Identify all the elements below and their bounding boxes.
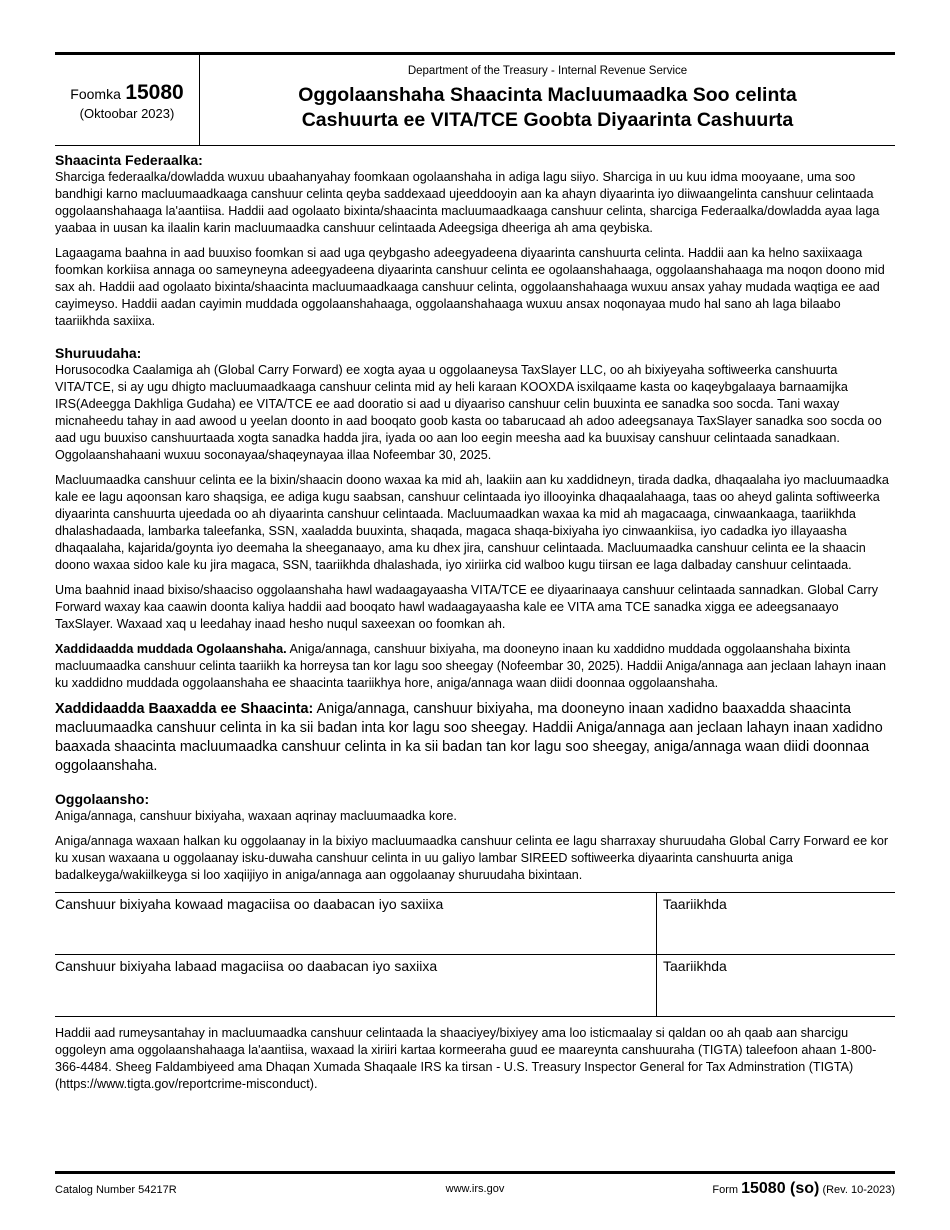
- federal-paragraph-1: Sharciga federaalka/dowladda wuxuu ubaahanyahay foomkaan ogolaanshaha in adiga lagu siiyo. Sharciga in uu kuu idma mooyaane, uma soo bandhigi karno macluumaadkaaga canshuur celinta qeyba saddexaad ujeeddooyin aan ka ahayn diyaarinta iyo diiwaangelinta canshuur celintaada oggolaanshahaaga la'aantiisa. Haddii aad ogolaato bixinta/shaacinta macluumaadkaaga canshuur celinta, sharciga Federaalka/dowladda ayaa laga yaabaa in uusan ka ilaalin karin macluumaadka canshuur celintaada Adeegsiga dheeriga ah ama qeybiska.: [55, 170, 880, 235]
- form-header: [55, 52, 895, 146]
- terms-heading: Shuruudaha:: [55, 345, 142, 361]
- catalog-number: Catalog Number 54217R: [55, 1184, 177, 1196]
- irs-website: www.irs.gov: [445, 1183, 505, 1195]
- terms-paragraph-3: Uma baahnid inaad bixiso/shaaciso oggolaanshaha hawl wadaagayaasha VITA/TCE ee diyaarinaaya canshuur celintaada sannadkan. Global Carry Forward waxay kaa caawin doonta kaliya haddii aad booqato hawl wadaagayaasha kale ee VITA ama TCE sanadka xigga ee adeegsanaayo TaxSlayer. Waxaad xaq u leedahay inaad hesho nuqul saxeexan oo foomkan ah.: [55, 583, 879, 631]
- form-label: Foomka: [70, 86, 121, 102]
- terms-paragraph-2: Macluumaadka canshuur celinta ee la bixin/shaacin doono waxaa ka mid ah, laakiin aan ku xaddidneyn, tirada dadka, dhaqaalaha iyo macluumaadka kale ee lagu aqoonsan karo shaqsiga, ee adiga kugu saabsan, canshuur celintaada iyo illooyinka dhaqaalahaaga, taas oo aheyd galinta softiweerka diyaarinta canshuurta ujeedada oo ah diyaarinta canshuur celintaada. Macluumaadkan waxaa ka mid ah magacaaga, cinwaankaaga, taariikhda dhalashadaada, lambarka taleefanka, SSN, xaaladda buuxinta, shaqada, magaca shaqa-bixiyaha iyo cinwaankiisa, iyo cadadka iyo illayaasha dhaqaalaha, kajarida/goynta iyo deemaha la sheeganaayo, ama ku dhex jira, canshuur celintaada. Macluumaadka canshuur celinta ee la shaacin doono waxaa sidoo kale ku jira magaca, SSN, taariikhda dhalashada, iyo xiriirka cid walboo kugu tiirsan ee laga dalbaday canshuur celintaada.: [55, 473, 889, 572]
- secondary-date-field[interactable]: Taariikhda: [663, 958, 727, 974]
- form-page: [55, 52, 895, 1101]
- consent-paragraph-2: Aniga/annaga waxaan halkan ku oggolaanay in la bixiyo macluumaadka canshuur celinta ee lagu sharraxay shuruudaha Global Carry Forward ee kor ku xusan waxaana u oggolaanay isku-duwaha canshuur celinta in uu galiyo lambar SIREED softiweerka diyaarinta canshuurta aniga badalkeyga/wakiilkeyga si loo xaqiijiyo in aniga/annaga aan oggolaanay shuruudaha bixintaan.: [55, 834, 889, 882]
- form-footer: [55, 1171, 895, 1198]
- primary-date-field[interactable]: Taariikhda: [663, 896, 727, 912]
- consent-paragraph-1: Aniga/annaga, canshuur bixiyaha, waxaan aqrinay macluumaadka kore.: [55, 809, 457, 823]
- agency-name: Department of the Treasury - Internal Revenue Service: [407, 65, 688, 77]
- federal-paragraph-2: Lagaagama baahna in aad buuxiso foomkan si aad uga qeybgasho adeegyadeena diyaarinta canshuurta celinta. Haddii aan ka helno saxiixaaga foomkan korkiisa annaga oo sameyneyna adeegyadeena diyaarinta canshuur celinta ee ogolaanshahaaga, oggolaanshahaaga ma noqon doono mid sax ah. Haddii aad ogolaato bixinta/shaacinta macluumaadkaaga canshuur celinta, oggolaanshahaaga wuxuu ansax yahay mudada waqtiga ee aad cayimeyso. Haddii aadan cayimin muddada oggolaanshahaaga, oggolaanshahaaga wuxuu ansax noqonayaa mudo hal sano ah laga bilaabo taariikhda saxiixa.: [55, 246, 885, 328]
- primary-signature-row: [55, 893, 895, 955]
- terms-paragraph-1: Horusocodka Caalamiga ah (Global Carry Forward) ee xogta ayaa u oggolaaneysa TaxSlayer LLC, oo ah bixiyeyaha softiweerka canshuurta VITA/TCE, si ay ugu dhigto macluumaadkaaga canshuur celinta mid ay heli karaan KOOXDA isxilqaame kasta oo kaqeybgalaaya barnaamijka IRS(Adeegga Dakhliga Gudaha) ee VITA/TCE ee aad dooratio si aad u diyaariso canshuur celin buuxinta ee sanadka soo socda. Tani waxay micnaheedu tahay in aad awood u yeelan doonto in aad booqato goob kasta oo tabarucaad ah adoo adeegsanaya TaxSlayer sanadka soo socda oo aad ugu buuxiso canshuurtaada xogta sanadka hadda jira, iyada oo aan loo eegin meesha aad ka buuxisay canshuur celintaada sanadkaan. Oggolaanshahaani wuxuu soconayaa/shaqeynayaa illaa Nofeembar 30, 2025.: [55, 363, 882, 462]
- signature-table: [55, 892, 895, 1017]
- consent-heading: Oggolaansho:: [55, 791, 150, 807]
- form-title-line-1: Oggolaanshaha Shaacinta Macluumaadka Soo celinta: [298, 84, 797, 106]
- scope-limit-paragraph: [55, 700, 895, 776]
- time-limit-paragraph: [55, 641, 895, 692]
- scope-limit-lead: Xaddidaadda Baaxadda ee Shaacinta:: [55, 701, 314, 717]
- form-title-line-2: Cashuurta ee VITA/TCE Goobta Diyaarinta Cashuurta: [301, 109, 794, 131]
- secondary-signature-field[interactable]: Canshuur bixiyaha labaad magaciisa oo daabacan iyo saxiixa: [55, 955, 657, 1016]
- footer-form-number: 15080 (so): [741, 1180, 820, 1197]
- form-date: (Oktoobar 2023): [79, 106, 175, 121]
- secondary-signature-row: [55, 955, 895, 1017]
- form-identifier: [55, 55, 200, 145]
- form-number: 15080: [125, 81, 184, 104]
- form-title: [200, 83, 895, 133]
- federal-heading: Shaacinta Federaalka:: [55, 152, 203, 168]
- form-content: [55, 146, 895, 1093]
- primary-signature-field[interactable]: Canshuur bixiyaha kowaad magaciisa oo daabacan iyo saxiixa: [55, 893, 657, 954]
- time-limit-lead: Xaddidaadda muddada Ogolaanshaha.: [55, 642, 287, 656]
- footer-form-word: Form: [712, 1184, 739, 1196]
- time-limit-text: Aniga/annaga, canshuur bixiyaha, ma dooneyno inaan ku xaddidno muddada oggolaanshaha bixinta macluumaadka canshuur celinta taariikh ka horreysa tan kor lagu soo sheegay (Nofeembar 30, 2025). Haddii Aniga/annaga aan jeclaan lahayn inaan ku xaddidno muddada oggolaanshaha ee shaacinta taariikhya hore, aniga/annaga waan diidi doonnaa oggolaanshaha.: [55, 642, 887, 690]
- footer-revision: (Rev. 10-2023): [822, 1184, 895, 1196]
- tigta-notice: Haddii aad rumeysantahay in macluumaadka canshuur celintaada la shaaciyey/bixiyey ama loo isticmaalay si qaldan oo ah qaab aan sharcigu oggoleyn ama oggolaanshahaaga la'aantiisa, waxaad la xiriiri kartaa kormeeraha guud ee maareynta canshuuraha (TIGTA) taleefoon ahaan 1-800-366-4484. Sheeg Faldambiyeed ama Dhaqan Xumada Shaqaale IRS ka tirsan - U.S. Treasury Inspector General for Tax Adminstration (TIGTA) (https://www.tigta.gov/reportcrime-misconduct).: [55, 1026, 877, 1091]
- scope-limit-text: Aniga/annaga, canshuur bixiyaha, ma dooneyno inaan xadidno baaxadda shaacinta macluumaadka canshuur celinta in ka sii badan inta kor lagu soo sheegay. Haddii Aniga/annaga aan jeclaan lahayn inaan xadidno baaxada shaacinta macluumaadka canshuur celinta in ka sii badan tan kor lagu soo sheegay, aniga/annaga waan diidi doonnaa oggolaanshaha.: [55, 701, 883, 774]
- title-block: [200, 55, 895, 145]
